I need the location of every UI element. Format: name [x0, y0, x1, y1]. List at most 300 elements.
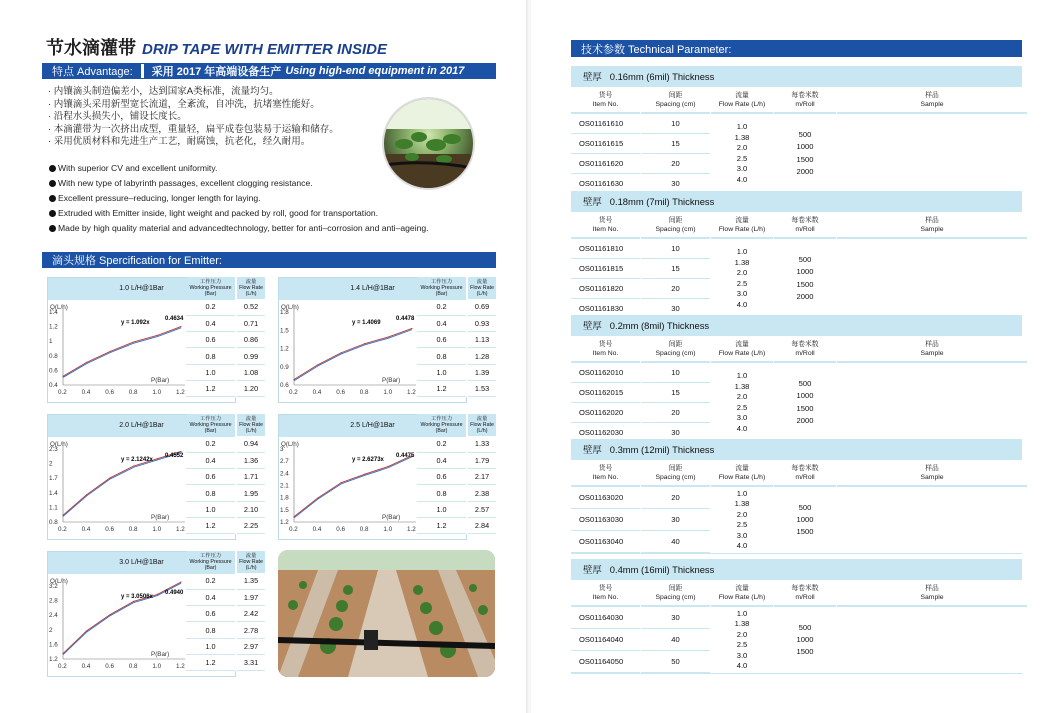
advantage-headline-cn: 采用 2017 年高端设备生产 — [151, 66, 282, 78]
y-tick-label: 1.1 — [49, 504, 58, 512]
header-cn: 间距 — [668, 217, 683, 224]
roll-length-value: 1500 — [796, 647, 814, 657]
roll-length-value: 1500 — [796, 403, 814, 413]
header-en: Spacing (cm) — [655, 473, 696, 481]
spacing-cell: 10 — [641, 239, 710, 259]
y-tick-label: 1.2 — [280, 519, 289, 526]
pressure-cell: 0.6 — [186, 469, 236, 485]
flow-cell: 1.13 — [467, 332, 496, 348]
header-en: Spacing (cm) — [655, 593, 696, 601]
x-axis-label: P(Bar) — [382, 377, 401, 384]
roll-length-cell — [774, 114, 836, 193]
column-header — [837, 580, 1027, 607]
table-row — [186, 364, 265, 380]
thickness-label-cn: 壁厚 — [583, 196, 602, 207]
item-no-cell: OS01161615 — [571, 134, 640, 154]
header-cn: 流量 — [735, 217, 749, 224]
roll-length-value: 1500 — [796, 279, 814, 289]
item-no-cell: OS01161610 — [571, 114, 640, 134]
flow-rate-value: 1.0 — [736, 371, 748, 380]
data-point — [110, 477, 111, 478]
spacing-cell: 40 — [641, 531, 710, 553]
header-en: Spacing (cm) — [655, 100, 696, 108]
bar-divider — [141, 64, 144, 78]
spacing-cell: 30 — [641, 174, 710, 193]
series-line-fitted — [63, 328, 181, 378]
flow-rate-value: 3.0 — [736, 650, 748, 660]
roll-length-value: 1000 — [796, 514, 814, 524]
tech-param-label: 技术参数 Technical Parameter: — [581, 43, 732, 56]
data-point — [62, 515, 63, 516]
data-point — [86, 494, 87, 495]
header-cn: 货号 — [598, 217, 613, 224]
y-tick-label: 3.2 — [49, 583, 58, 590]
header-text: Working Pressure — [420, 285, 463, 291]
table-header-row — [186, 414, 265, 436]
header-text: (L/h) — [476, 428, 488, 434]
y-tick-label: 1 — [49, 338, 53, 346]
table-header-row — [417, 277, 496, 299]
flow-rate-value: 1.0 — [736, 247, 748, 256]
header-en: Sample — [920, 225, 944, 233]
header-text: Flow Rate — [239, 285, 263, 291]
header-en: Item No. — [592, 100, 619, 108]
column-header — [571, 212, 640, 239]
x-tick-label: 0.4 — [81, 663, 91, 670]
flow-cell: 1.33 — [467, 436, 496, 452]
data-point — [341, 352, 342, 353]
table-row — [186, 622, 265, 638]
table-row — [186, 654, 265, 670]
pressure-cell: 0.4 — [186, 315, 236, 331]
roll-length-value: 500 — [798, 255, 812, 265]
spacing-cell: 30 — [641, 299, 710, 318]
flow-cell: 0.71 — [236, 315, 265, 331]
roll-length-value: 2000 — [796, 415, 814, 425]
flow-rate-value: 2.0 — [736, 392, 748, 401]
header-text: 工作压力 — [430, 279, 453, 285]
header-cn: 间距 — [668, 341, 683, 348]
header-text: Working Pressure — [420, 422, 463, 428]
y-tick-label: 1.7 — [49, 475, 58, 483]
flow-rate-value: 1.0 — [736, 608, 748, 618]
roll-length-cell — [774, 607, 836, 673]
fit-equation: y = 2.1242x — [121, 457, 153, 463]
y-tick-label: 1.4 — [49, 489, 58, 497]
table-header-cell — [417, 277, 467, 299]
x-tick-label: 0.8 — [359, 526, 369, 533]
y-tick-label: 0.9 — [280, 363, 289, 371]
data-point — [293, 379, 294, 380]
header-text: (Bar) — [435, 291, 448, 297]
header-cn: 每卷米数 — [791, 217, 819, 224]
x-axis-label: P(Bar) — [151, 377, 170, 384]
fit-exponent: 0.4478 — [396, 316, 415, 322]
flow-cell: 0.93 — [467, 315, 496, 331]
flow-rate-value: 4.0 — [736, 661, 748, 670]
roll-length-value: 1500 — [796, 154, 814, 164]
roll-length-value: 2000 — [796, 291, 814, 301]
header-en: Spacing (cm) — [655, 349, 696, 357]
header-text: Flow Rate — [470, 422, 494, 428]
thickness-section — [571, 191, 1022, 319]
data-point — [110, 351, 111, 352]
header-cn: 流量 — [735, 585, 749, 592]
pressure-cell: 1.2 — [186, 380, 236, 396]
header-text: 流量 — [245, 416, 257, 422]
header-en: Flow Rate (L/h) — [718, 100, 766, 108]
header-text: Flow Rate — [470, 285, 494, 291]
header-en: Flow Rate (L/h) — [718, 225, 766, 233]
header-cn: 样品 — [925, 341, 939, 348]
header-cn: 间距 — [668, 92, 683, 99]
flow-cell: 2.38 — [467, 485, 496, 501]
pressure-cell: 1.2 — [417, 380, 467, 396]
header-text: Working Pressure — [189, 559, 232, 565]
y-tick-label: 1.8 — [280, 309, 289, 316]
table-row — [186, 348, 265, 364]
y-axis-label: Q(L/h) — [281, 441, 299, 448]
table-header-cell — [186, 414, 236, 436]
column-header — [571, 460, 640, 487]
y-axis-label: Q(L/h) — [50, 578, 68, 585]
header-text: 流量 — [476, 416, 488, 422]
table-row — [186, 315, 265, 331]
pressure-cell: 0.4 — [186, 452, 236, 468]
table-header-cell — [236, 414, 265, 436]
flow-cell: 1.71 — [236, 469, 265, 485]
header-text: 流量 — [245, 553, 257, 559]
pressure-cell: 1.2 — [186, 654, 236, 670]
flow-cell: 0.52 — [236, 299, 265, 315]
flow-cell: 0.86 — [236, 332, 265, 348]
table-row — [186, 606, 265, 622]
flow-cell: 1.95 — [236, 485, 265, 501]
flow-rate-value: 4.0 — [736, 423, 748, 433]
table-row — [417, 299, 496, 315]
flow-rate-cell — [711, 607, 773, 673]
table-row — [186, 485, 265, 501]
y-tick-label: 2.1 — [280, 482, 289, 490]
table-header-row — [417, 414, 496, 436]
header-text: 工作压力 — [199, 279, 222, 285]
flow-rate-value: 3.0 — [736, 164, 748, 173]
column-header — [641, 580, 710, 607]
header-en: Item No. — [592, 593, 619, 601]
pressure-cell: 0.2 — [186, 573, 236, 589]
table-row — [186, 332, 265, 348]
item-no-cell: OS01163040 — [571, 531, 640, 553]
pressure-cell: 0.4 — [186, 589, 236, 605]
advantage-headline-en: Using high-end equipment in 2017 — [285, 65, 465, 77]
flow-cell: 1.36 — [236, 452, 265, 468]
table-row — [186, 299, 265, 315]
x-tick-label: 1.0 — [152, 663, 162, 670]
header-cn: 货号 — [598, 465, 613, 472]
item-no-cell: OS01163020 — [571, 487, 640, 509]
table-header-row — [186, 277, 265, 299]
series-line-fitted — [294, 330, 412, 381]
table-header-cell — [467, 414, 496, 436]
x-tick-label: 0.8 — [128, 526, 138, 533]
flow-cell: 1.79 — [467, 452, 496, 468]
y-tick-label: 1.5 — [280, 506, 289, 514]
roll-length-value: 2000 — [796, 166, 814, 176]
x-tick-label: 0.6 — [105, 389, 114, 396]
header-en: Item No. — [592, 473, 619, 481]
header-text: 工作压力 — [430, 416, 453, 422]
data-point — [411, 328, 412, 329]
flow-cell: 2.17 — [467, 469, 496, 485]
pressure-cell: 0.8 — [417, 485, 467, 501]
flow-cell: 1.20 — [236, 380, 265, 396]
data-point — [157, 335, 158, 336]
sample-cell — [837, 114, 1027, 193]
data-point — [317, 497, 318, 498]
spec-bar — [42, 252, 496, 268]
header-en: Item No. — [592, 349, 619, 357]
x-tick-label: 0.6 — [336, 389, 345, 396]
column-header — [711, 336, 773, 363]
flow-cell: 0.69 — [467, 299, 496, 315]
sample-cell — [837, 487, 1027, 553]
table-row — [186, 501, 265, 517]
header-text: Working Pressure — [189, 422, 232, 428]
header-cn: 流量 — [735, 92, 749, 99]
column-header — [571, 336, 640, 363]
header-cn: 间距 — [668, 465, 683, 472]
spacing-cell: 30 — [641, 607, 710, 629]
pressure-flow-table — [186, 414, 265, 534]
table-row — [417, 364, 496, 380]
header-en: m/Roll — [795, 593, 815, 601]
pressure-cell: 0.4 — [417, 315, 467, 331]
title-en: DRIP TAPE WITH EMITTER INSIDE — [142, 41, 388, 58]
table-row — [417, 469, 496, 485]
y-tick-label: 0.6 — [49, 367, 58, 375]
column-header — [711, 460, 773, 487]
header-en: m/Roll — [795, 225, 815, 233]
flow-rate-value: 2.5 — [736, 153, 748, 163]
y-tick-label: 0.8 — [49, 519, 58, 526]
x-tick-label: 1.0 — [152, 389, 162, 396]
header-cn: 货号 — [598, 585, 613, 592]
table-row — [417, 501, 496, 517]
column-header — [774, 212, 836, 239]
fit-exponent: 0.4940 — [165, 590, 184, 596]
spacing-cell: 50 — [641, 651, 710, 673]
y-axis-label: Q(L/h) — [50, 441, 68, 448]
x-tick-label: 0.2 — [58, 526, 67, 533]
data-point — [62, 376, 63, 377]
fit-exponent: 0.4634 — [165, 316, 184, 322]
spacing-cell: 20 — [641, 279, 710, 299]
x-tick-label: 0.6 — [105, 663, 114, 670]
header-text: 流量 — [476, 279, 488, 285]
header-text: Working Pressure — [189, 285, 232, 291]
table-row — [417, 436, 496, 452]
header-cn: 每卷米数 — [791, 341, 819, 348]
flow-rate-value: 3.0 — [736, 289, 748, 298]
header-en: Sample — [920, 473, 944, 481]
y-tick-label: 1.2 — [49, 323, 58, 331]
header-cn: 间距 — [668, 585, 683, 592]
sample-cell — [837, 607, 1027, 673]
pressure-cell: 0.2 — [417, 299, 467, 315]
pressure-cell: 0.8 — [186, 485, 236, 501]
data-point — [86, 630, 87, 631]
flow-rate-value: 2.5 — [736, 520, 748, 529]
roll-length-cell — [774, 487, 836, 553]
header-en: m/Roll — [795, 349, 815, 357]
pressure-cell: 0.8 — [186, 622, 236, 638]
x-tick-label: 0.6 — [105, 526, 114, 533]
y-tick-label: 3 — [280, 446, 284, 453]
header-cn: 样品 — [925, 585, 939, 592]
item-no-cell: OS01162010 — [571, 363, 640, 383]
header-text: 流量 — [245, 279, 257, 285]
roll-length-value: 1000 — [796, 391, 814, 401]
x-tick-label: 0.4 — [312, 389, 322, 396]
table-row — [186, 452, 265, 468]
flow-cell: 1.97 — [236, 589, 265, 605]
bullet-icon — [49, 165, 56, 172]
flow-cell: 2.25 — [236, 517, 265, 533]
thickness-section — [571, 315, 1022, 443]
column-header — [774, 580, 836, 607]
thickness-value: 0.2mm (8mil) Thickness — [609, 320, 710, 331]
data-point — [180, 451, 181, 452]
y-tick-label: 2 — [49, 460, 53, 468]
spacing-cell: 20 — [641, 403, 710, 423]
list-item: Made by high quality material and advancedtechnology, better for anti–corrosion and anti–ageing. — [49, 221, 499, 236]
table-row — [417, 517, 496, 533]
fit-equation: y = 3.0506x — [121, 594, 153, 600]
column-header — [711, 212, 773, 239]
header-cn: 货号 — [598, 92, 613, 99]
chart-title: 1.0 L/H@1Bar — [48, 278, 235, 300]
item-no-cell: OS01162020 — [571, 403, 640, 423]
chart-title: 2.5 L/H@1Bar — [279, 415, 466, 437]
header-en: Spacing (cm) — [655, 225, 696, 233]
table-row — [186, 436, 265, 452]
data-point — [293, 516, 294, 517]
header-en: Flow Rate (L/h) — [718, 473, 766, 481]
item-no-cell: OS01163030 — [571, 509, 640, 531]
pressure-cell: 1.0 — [417, 501, 467, 517]
y-tick-label: 1.2 — [280, 345, 289, 353]
table-row — [186, 380, 265, 396]
chart-title: 1.4 L/H@1Bar — [279, 278, 466, 300]
column-header — [571, 580, 640, 607]
tech-param-bar — [571, 40, 1022, 57]
x-axis-label: P(Bar) — [151, 651, 170, 658]
flow-rate-value: 1.0 — [736, 122, 748, 131]
header-en: Sample — [920, 349, 944, 357]
data-point — [364, 343, 365, 344]
thickness-header — [571, 191, 1022, 212]
pressure-cell: 0.2 — [417, 436, 467, 452]
flow-rate-value: 3.0 — [736, 530, 748, 540]
table-row — [417, 380, 496, 396]
flow-rate-value: 3.0 — [736, 413, 748, 422]
thickness-value: 0.3mm (12mil) Thickness — [609, 444, 715, 455]
x-tick-label: 0.4 — [81, 389, 91, 396]
flow-rate-value: 1.38 — [734, 381, 750, 391]
title-cn: 节水滴灌带 — [46, 38, 136, 58]
y-axis-label: Q(L/h) — [281, 304, 299, 311]
pressure-cell: 1.2 — [417, 517, 467, 533]
item-no-cell: OS01161820 — [571, 279, 640, 299]
column-header — [837, 460, 1027, 487]
thickness-label-cn: 壁厚 — [583, 564, 602, 575]
bullet-icon — [49, 225, 56, 232]
advantage-label: 特点 Advantage: — [52, 66, 133, 78]
column-header — [711, 580, 773, 607]
spec-table — [571, 212, 1022, 319]
flow-rate-value: 1.38 — [734, 132, 750, 142]
data-point — [157, 594, 158, 595]
list-item: · 沿程水头损失小，铺设长度长。 — [48, 111, 187, 123]
bullet-icon — [49, 210, 56, 217]
chart-title: 2.0 L/H@1Bar — [48, 415, 235, 437]
y-tick-label: 1.4 — [49, 309, 58, 316]
data-point — [133, 341, 134, 342]
spacing-cell: 30 — [641, 423, 710, 442]
data-point — [388, 336, 389, 337]
flow-cell: 1.08 — [236, 364, 265, 380]
roll-length-value: 500 — [798, 379, 812, 389]
table-row — [186, 589, 265, 605]
sample-cell — [837, 239, 1027, 318]
header-cn: 每卷米数 — [791, 92, 819, 99]
page-title — [46, 34, 387, 60]
thickness-header — [571, 315, 1022, 336]
column-header — [774, 336, 836, 363]
flow-rate-cell — [711, 114, 773, 193]
flow-rate-value: 2.0 — [736, 629, 748, 639]
table-header-cell — [186, 277, 236, 299]
list-item: · 内镶滴头制造偏差小，达到国家A类标准，流量均匀。 — [48, 86, 279, 97]
header-cn: 流量 — [735, 341, 749, 348]
column-header — [774, 87, 836, 114]
pressure-flow-table — [186, 551, 265, 671]
thickness-header — [571, 559, 1022, 580]
thickness-value: 0.4mm (16mil) Thickness — [609, 564, 715, 575]
pressure-cell: 0.2 — [186, 299, 236, 315]
header-text: 工作压力 — [199, 553, 222, 559]
y-tick-label: 2.3 — [49, 446, 58, 453]
spacing-cell: 10 — [641, 363, 710, 383]
data-point — [62, 653, 63, 654]
data-point — [86, 362, 87, 363]
thickness-value: 0.18mm (7mil) Thickness — [609, 196, 715, 207]
roll-length-value: 500 — [798, 130, 812, 140]
item-no-cell: OS01161620 — [571, 154, 640, 174]
pressure-cell: 1.0 — [186, 364, 236, 380]
x-tick-label: 1.2 — [407, 526, 416, 533]
header-cn: 每卷米数 — [791, 465, 819, 472]
thickness-header — [571, 66, 1022, 87]
spacing-cell: 20 — [641, 154, 710, 174]
table-header-cell — [236, 277, 265, 299]
header-text: (Bar) — [204, 428, 217, 434]
header-text: Flow Rate — [239, 559, 263, 565]
flow-rate-value: 1.0 — [736, 488, 748, 498]
header-cn: 货号 — [598, 341, 613, 348]
roll-length-value: 1000 — [796, 267, 814, 277]
list-item: With new type of labyrinth passages, excellent clogging resistance. — [49, 176, 499, 191]
